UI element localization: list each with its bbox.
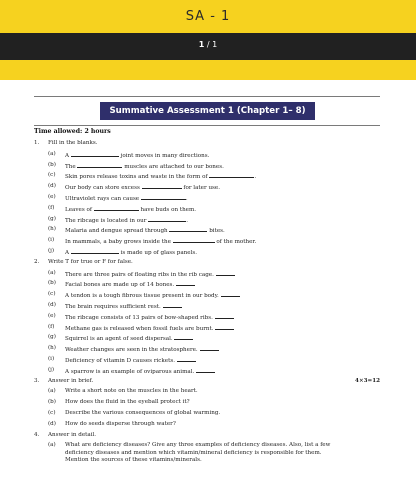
item-label: (c) <box>48 291 56 298</box>
current-page: 1 <box>198 40 205 49</box>
answer-blank[interactable] <box>77 162 122 168</box>
answer-blank[interactable] <box>209 172 257 181</box>
answer-blank[interactable] <box>176 280 195 286</box>
item-text: Leaves of <box>65 206 94 213</box>
item-text: . <box>186 217 188 224</box>
time-allowed: Time allowed: 2 hours <box>34 128 111 135</box>
item-label: (g) <box>48 334 56 341</box>
question-title: Answer in detail. <box>48 431 97 438</box>
item-text: Weather changes are seen in the stratosphere. <box>65 347 200 354</box>
item-label: (g) <box>48 215 56 222</box>
answer-blank[interactable] <box>196 367 215 373</box>
answer-blank[interactable] <box>169 226 207 232</box>
question-number: 1. <box>34 140 40 146</box>
fill-blank-item <box>65 162 224 170</box>
item-text: The <box>65 163 78 170</box>
item-label: (b) <box>48 399 56 406</box>
true-false-item <box>65 367 215 375</box>
item-text: Deficiency of vitamin D causes rickets. <box>65 358 177 364</box>
answer-blank[interactable] <box>148 216 186 222</box>
true-false-item <box>65 302 182 310</box>
fill-blank-item <box>65 248 197 256</box>
item-label: (a) <box>48 388 56 395</box>
item-label: (f) <box>48 204 55 211</box>
total-pages: 1 <box>212 40 218 49</box>
item-text: Ultraviolet rays can cause <box>65 196 141 202</box>
long-answer-item: deficiency diseases and mention which vitamin/mineral deficiency is responsible for them. <box>65 449 322 456</box>
fill-blank-item <box>65 205 196 213</box>
item-label: (e) <box>48 194 56 200</box>
item-label: (a) <box>48 269 56 276</box>
item-label: (f) <box>48 323 55 330</box>
top-rule <box>34 96 380 97</box>
item-label: (h) <box>48 345 56 352</box>
answer-blank[interactable] <box>215 313 234 319</box>
answer-blank[interactable] <box>215 324 234 330</box>
true-false-item <box>65 334 193 342</box>
item-text: A <box>65 152 71 159</box>
item-label: (c) <box>48 410 56 416</box>
answer-blank[interactable] <box>71 248 119 254</box>
item-text: Squirrel is an agent of seed dispersal. <box>65 336 175 343</box>
answer-blank[interactable] <box>141 194 186 200</box>
true-false-item <box>65 324 234 332</box>
fill-blank-item <box>65 226 225 234</box>
item-label: (a) <box>48 150 56 157</box>
true-false-item <box>65 280 195 288</box>
question-number: 4. <box>34 431 40 438</box>
item-label: (b) <box>48 280 56 287</box>
item-text: joint moves in many directions. <box>118 152 210 159</box>
item-label: (j) <box>48 248 55 254</box>
short-answer-item: How does the fluid in the eyeball protect it? <box>65 399 190 406</box>
fill-blank-item <box>65 216 188 224</box>
item-label: (h) <box>48 226 56 233</box>
answer-blank[interactable] <box>142 183 182 189</box>
true-false-item <box>65 356 196 364</box>
item-label: (d) <box>48 302 56 308</box>
true-false-item <box>65 291 240 299</box>
marks-label: 4×3=12 <box>355 377 380 384</box>
true-false-item <box>65 345 219 353</box>
item-label: (a) <box>48 442 56 449</box>
item-text: Skin pores release toxins and waste in the form of <box>65 174 210 181</box>
item-text: . <box>254 174 257 181</box>
answer-blank[interactable] <box>177 356 196 362</box>
page-indicator <box>0 40 416 49</box>
toolbar-strip <box>0 60 416 80</box>
fill-blank-item <box>65 237 256 245</box>
question-title: Fill in the blanks. <box>48 140 98 146</box>
item-label: (i) <box>48 237 55 244</box>
item-text: for later use. <box>181 185 221 192</box>
answer-blank[interactable] <box>163 302 182 308</box>
item-text: The ribcage consists of 13 pairs of bow-shaped ribs. <box>65 314 215 321</box>
answer-blank[interactable] <box>173 237 215 243</box>
answer-blank[interactable] <box>71 151 119 157</box>
item-text: . <box>185 196 188 202</box>
answer-blank[interactable] <box>216 270 235 276</box>
item-text: of the mother. <box>214 239 257 246</box>
item-label: (j) <box>48 366 55 373</box>
long-answer-item: Mention the sources of these vitamins/minerals. <box>65 457 202 464</box>
fill-blank-item <box>65 194 188 202</box>
page-separator: / <box>206 40 210 49</box>
item-text: is made up of glass panels. <box>118 250 198 256</box>
item-text: Methane gas is released when fossil fuels are burnt. <box>65 325 216 332</box>
bottom-rule <box>34 125 380 126</box>
item-text: A tendon is a tough fibrous tissue present in our body. <box>65 293 221 300</box>
item-text: bites. <box>207 228 225 235</box>
fill-blank-item <box>65 151 209 159</box>
question-title: Answer in brief. <box>48 377 94 384</box>
item-label: (i) <box>48 356 55 362</box>
question-title: Write T for true or F for false. <box>48 258 133 265</box>
item-text: There are three pairs of floating ribs in the rib cage. <box>65 271 216 278</box>
assessment-heading: Summative Assessment 1 (Chapter 1– 8) <box>100 102 315 120</box>
item-text: A <box>65 250 71 256</box>
item-text: The ribcage is located in our <box>65 217 149 224</box>
answer-blank[interactable] <box>200 345 219 351</box>
fill-blank-item <box>65 172 256 180</box>
item-label: (b) <box>48 161 56 168</box>
item-label: (d) <box>48 420 56 427</box>
answer-blank[interactable] <box>221 291 240 297</box>
item-text: A sparrow is an example of oviparous animal. <box>65 368 197 375</box>
page-indicator-bar <box>0 33 416 60</box>
short-answer-item: Describe the various consequences of global warming. <box>65 410 221 416</box>
window-title: SA - 1 <box>185 9 231 24</box>
item-text: have buds on them. <box>138 206 197 213</box>
answer-blank[interactable] <box>94 205 139 211</box>
item-text: In mammals, a baby grows inside the <box>65 239 173 246</box>
true-false-item <box>65 270 235 278</box>
item-text: muscles are attached to our bones. <box>122 163 224 170</box>
item-text: Malaria and dengue spread through <box>65 228 170 235</box>
fill-blank-item <box>65 183 220 191</box>
true-false-item <box>65 313 234 321</box>
short-answer-item: Write a short note on the muscles in the heart. <box>65 388 198 395</box>
item-text: Facial bones are made up of 14 bones. <box>65 282 176 289</box>
item-label: (e) <box>48 312 56 319</box>
question-number: 2. <box>34 258 40 265</box>
document-page <box>0 80 416 501</box>
item-label: (d) <box>48 183 56 190</box>
question-number: 3. <box>34 377 40 384</box>
answer-blank[interactable] <box>174 334 193 340</box>
short-answer-item: How do seeds disperse through water? <box>65 420 176 427</box>
long-answer-item: What are deficiency diseases? Give any three examples of deficiency diseases. Also, list a few <box>65 442 331 449</box>
item-label: (c) <box>48 172 56 179</box>
item-text: Our body can store excess <box>65 185 142 192</box>
item-text: The brain requires sufficient rest. <box>65 304 163 310</box>
